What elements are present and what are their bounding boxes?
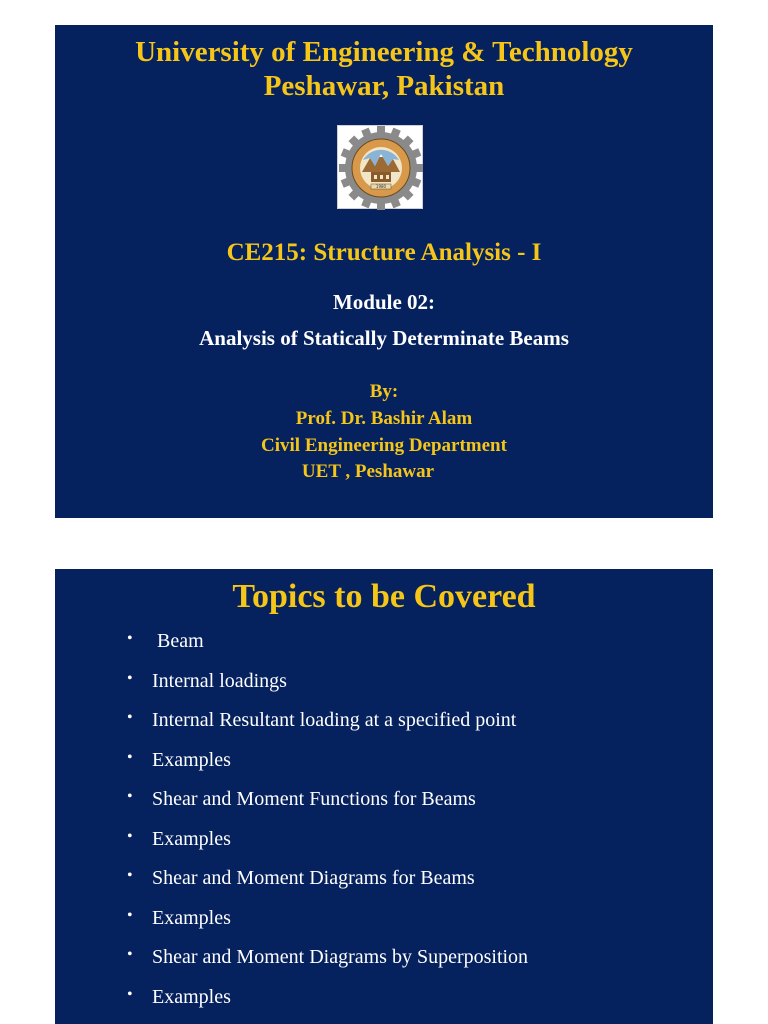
topic-text: Examples	[152, 906, 231, 929]
module-title: Analysis of Statically Determinate Beams	[199, 326, 569, 350]
topic-text: Examples	[152, 827, 231, 850]
university-name-line2: Peshawar, Pakistan	[263, 70, 505, 102]
university-name-line1: University of Engineering & Technology	[135, 36, 633, 68]
bullet-icon: •	[127, 748, 133, 766]
bullet-icon: •	[127, 906, 133, 924]
seal-year-text: 1980	[375, 184, 387, 189]
topic-text: Examples	[152, 985, 231, 1008]
department-name: Civil Engineering Department	[261, 435, 507, 456]
module-number: Module 02:	[332, 290, 436, 314]
topic-text: Internal loadings	[152, 669, 287, 692]
title-slide	[55, 25, 713, 518]
author-name: Prof. Dr. Bashir Alam	[295, 408, 473, 429]
bullet-icon: •	[127, 630, 133, 647]
topic-text: Shear and Moment Diagrams for Beams	[152, 867, 475, 889]
university-seal-icon	[337, 125, 423, 209]
bullet-icon: •	[127, 788, 133, 805]
bullet-icon: •	[127, 709, 133, 726]
topic-text: Internal Resultant loading at a specified point	[152, 709, 517, 731]
topic-text: Beam	[152, 630, 204, 652]
bullet-icon: •	[127, 946, 133, 963]
topics-title: Topics to be Covered	[232, 578, 536, 615]
topic-text: Examples	[152, 748, 231, 771]
topics-slide	[55, 569, 713, 1024]
bullet-icon: •	[127, 985, 133, 1003]
institution-name: UET , Peshawar	[301, 461, 435, 482]
bullet-icon: •	[127, 867, 133, 884]
bullet-icon: •	[127, 669, 133, 687]
topic-text: Shear and Moment Diagrams by Superposition	[152, 946, 529, 968]
course-title: CE215: Structure Analysis - I	[226, 239, 542, 266]
bullet-icon: •	[127, 827, 133, 845]
topic-text: Shear and Moment Functions for Beams	[152, 788, 476, 810]
by-label: By:	[369, 381, 399, 402]
